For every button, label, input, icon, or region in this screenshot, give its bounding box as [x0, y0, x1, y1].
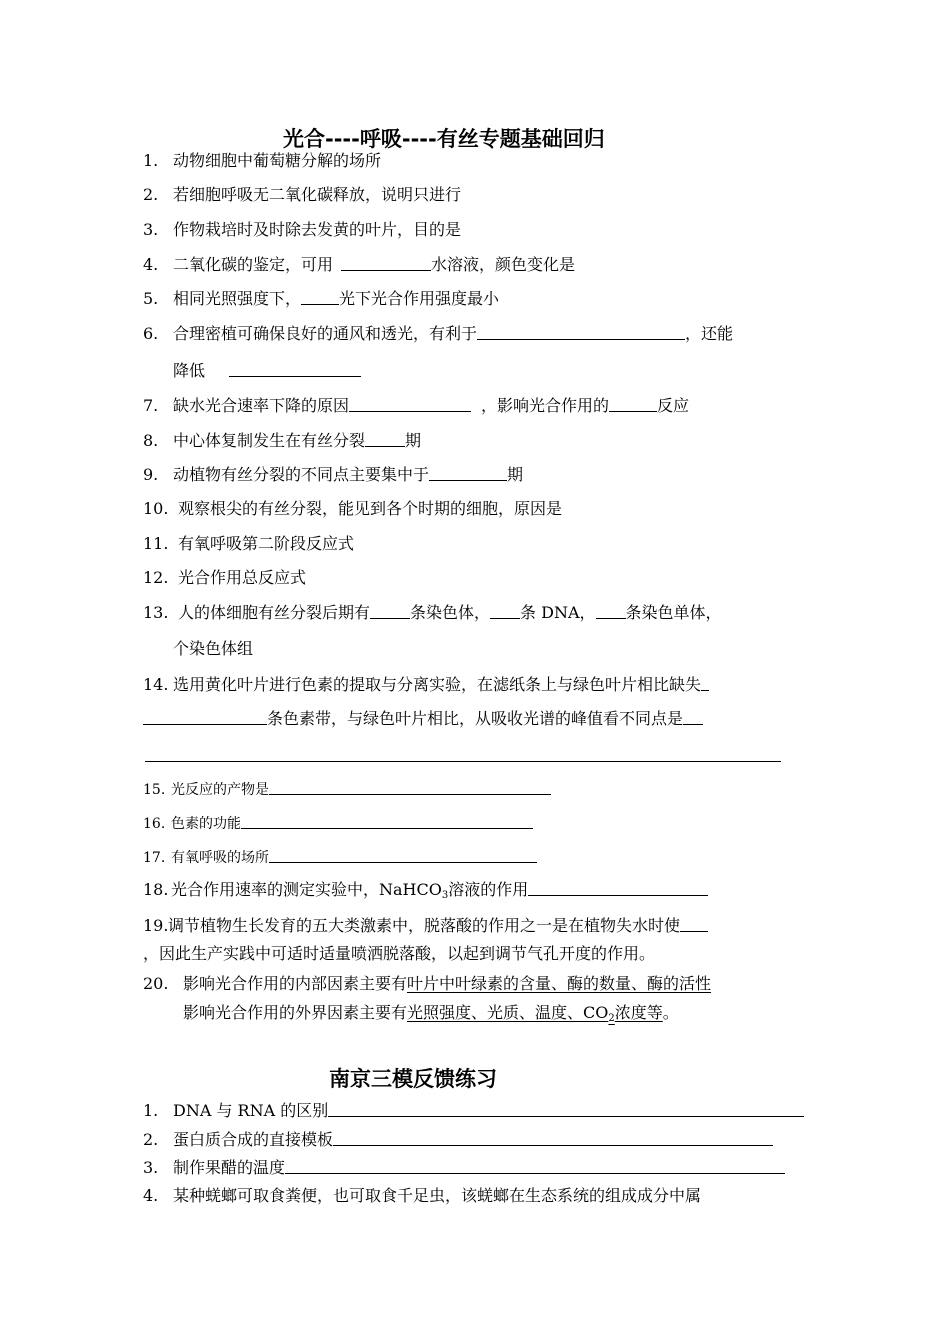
question-3: 3. 作物栽培时及时除去发黄的叶片，目的是	[143, 220, 462, 239]
answer-blank[interactable]	[143, 708, 267, 725]
question-19-cont: ，因此生产实践中可适时适量喷洒脱落酸，以起到调节气孔开度的作用。	[143, 944, 656, 963]
question-19: 19.调节植物生长发育的五大类激素中，脱落酸的作用之一是在植物失水时使	[143, 915, 708, 937]
question-6-cont: 降低	[173, 360, 361, 382]
question-13-cont: 个染色体组	[173, 639, 254, 658]
question-9: 9. 动植物有丝分裂的不同点主要集中于 期	[143, 465, 524, 484]
question-5: 5. 相同光照强度下， 光下光合作用强度最小	[143, 289, 500, 308]
question-7: 7. 缺水光合速率下降的原因 ，影响光合作用的 反应	[143, 396, 690, 415]
answer-blank[interactable]	[528, 879, 708, 896]
answer-blank[interactable]	[429, 464, 507, 481]
question-20: 20. 影响光合作用的内部因素主要有叶片中叶绿素的含量、酶的数量、酶的活性	[143, 974, 712, 993]
answer-blank[interactable]	[269, 778, 551, 795]
question-18: 18. 光合作用速率的测定实验中，NaHCO$_3$溶液的作用	[143, 879, 708, 901]
answer-blank[interactable]	[333, 1129, 773, 1146]
question-10: 10. 观察根尖的有丝分裂，能见到各个时期的细胞，原因是	[143, 499, 563, 518]
answer-blank[interactable]	[341, 254, 431, 271]
answer-blank[interactable]	[349, 395, 471, 412]
answer-blank[interactable]	[490, 602, 520, 619]
question-16: 16. 色素的功能	[143, 812, 533, 835]
question-6: 6. 合理密植可确保良好的通风和透光，有利于 ，还能	[143, 324, 734, 343]
answer-blank[interactable]	[285, 1157, 785, 1174]
question-13: 13. 人的体细胞有丝分裂后期有 条染色体， 条 DNA， 条染色单体，	[143, 603, 722, 622]
question-11: 11. 有氧呼吸第二阶段反应式	[143, 534, 355, 553]
s2-question-1: 1. DNA 与 RNA 的区别	[143, 1100, 804, 1122]
answer-blank[interactable]	[365, 430, 405, 447]
question-4: 4. 二氧化碳的鉴定，可用 水溶液，颜色变化是	[143, 255, 576, 274]
question-20-cont: 影响光合作用的外界因素主要有光照强度、光质、温度、$CO_2$浓度等。	[183, 1003, 679, 1024]
answer-line[interactable]	[145, 761, 781, 762]
question-2: 2. 若细胞呼吸无二氧化碳释放，说明只进行	[143, 185, 462, 204]
section2-title: 南京三模反馈练习	[329, 1067, 497, 1091]
answer-blank[interactable]	[683, 708, 703, 725]
answer-blank[interactable]	[701, 674, 709, 691]
s2-question-3: 3. 制作果醋的温度	[143, 1157, 785, 1179]
question-12: 12. 光合作用总反应式	[143, 568, 307, 587]
section1-title: 光合----呼吸----有丝专题基础回归	[283, 127, 605, 151]
question-14: 14. 选用黄化叶片进行色素的提取与分离实验，在滤纸条上与绿色叶片相比缺失	[143, 674, 709, 696]
question-8: 8. 中心体复制发生在有丝分裂 期	[143, 431, 422, 450]
answer-blank[interactable]	[229, 360, 361, 377]
answer-blank[interactable]	[328, 1100, 804, 1117]
answer-blank[interactable]	[269, 846, 537, 863]
answer-blank[interactable]	[680, 915, 708, 932]
answer-blank[interactable]	[596, 602, 626, 619]
answer-blank[interactable]	[301, 288, 339, 305]
answer-blank[interactable]	[241, 812, 533, 829]
s2-question-2: 2. 蛋白质合成的直接模板	[143, 1129, 773, 1151]
answer-blank[interactable]	[370, 602, 410, 619]
answer-blank[interactable]	[609, 395, 657, 412]
answer-blank[interactable]	[477, 323, 685, 340]
question-14-cont: 条色素带，与绿色叶片相比，从吸收光谱的峰值看不同点是	[143, 708, 703, 730]
s2-question-4: 4. 某种蜣螂可取食粪便，也可取食千足虫，该蜣螂在生态系统的组成成分中属	[143, 1186, 702, 1205]
question-15: 15. 光反应的产物是	[143, 778, 551, 801]
question-1: 1. 动物细胞中葡萄糖分解的场所	[143, 151, 382, 170]
question-17: 17. 有氧呼吸的场所	[143, 846, 537, 869]
